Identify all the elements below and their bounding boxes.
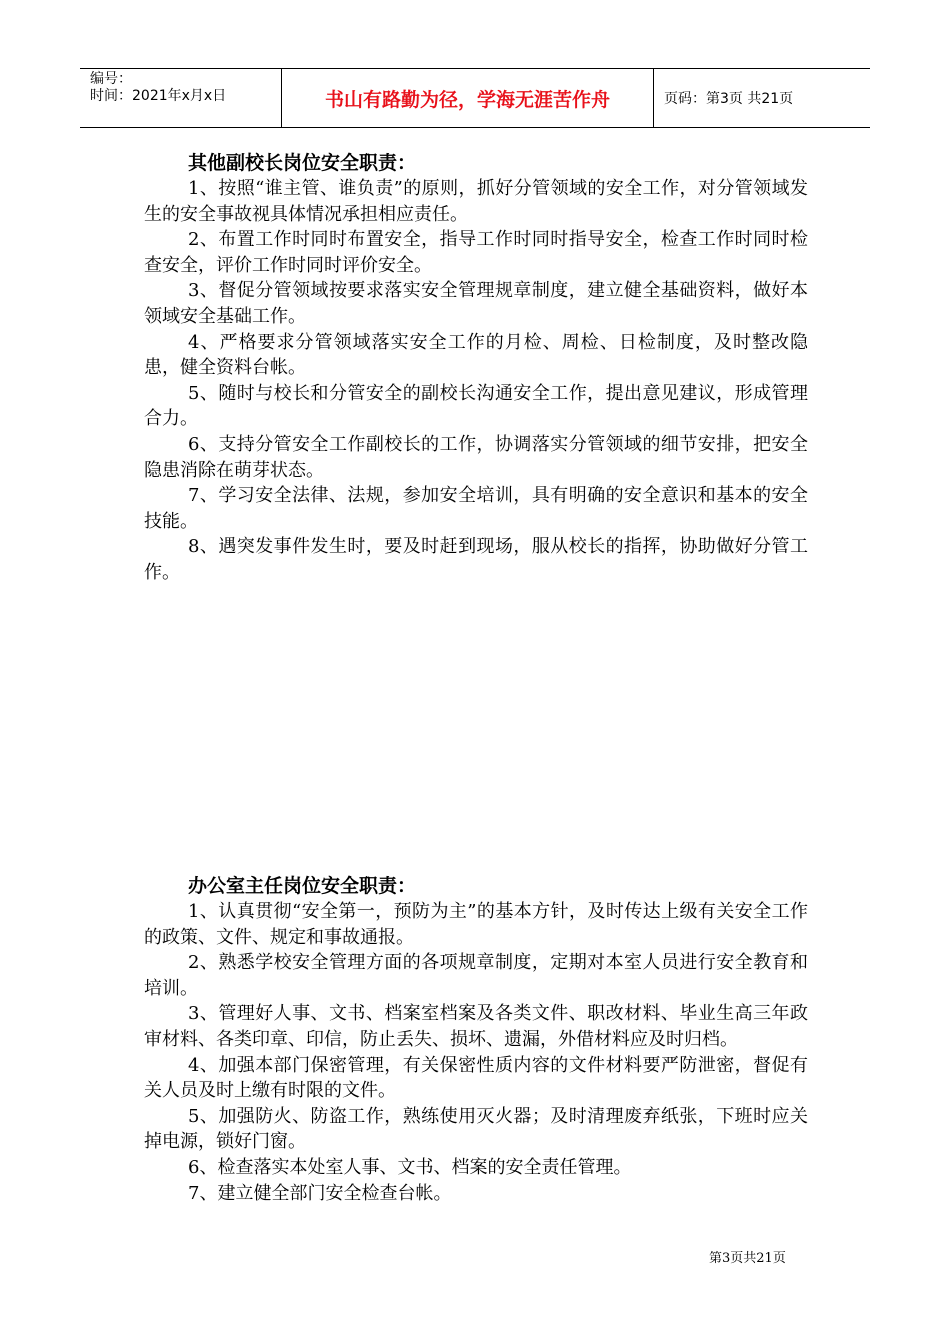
page-header	[80, 68, 870, 128]
header-page-info: 页码：第3页 共21页	[664, 91, 794, 107]
duty-item: 1、认真贯彻“安全第一，预防为主”的基本方针，及时传达上级有关安全工作的政策、文件、规定和事故通报。	[144, 901, 808, 948]
duty-item: 5、加强防火、防盗工作，熟练使用灭火器；及时清理废弃纸张，下班时应关掉电源，锁好门窗。	[144, 1105, 808, 1153]
header-meta	[80, 69, 282, 127]
header-motto: 书山有路勤为径，学海无涯苦作舟	[282, 69, 654, 127]
section-office-director	[144, 873, 808, 1206]
section-vice-principal	[144, 150, 808, 586]
duty-item: 7、学习安全法律、法规，参加安全培训，具有明确的安全意识和基本的安全技能。	[144, 485, 808, 532]
duty-item: 8、遇突发事件发生时，要及时赶到现场，服从校长的指挥，协助做好分管工作。	[144, 536, 808, 583]
page-footer: 第3页共21页	[709, 1251, 786, 1266]
document-number-label: 编号：	[90, 71, 132, 87]
document-time-label: 时间：2021年x月x日	[90, 88, 227, 104]
duty-item: 5、随时与校长和分管安全的副校长沟通安全工作，提出意见建议，形成管理合力。	[144, 382, 808, 430]
duty-item: 3、督促分管领域按要求落实安全管理规章制度，建立健全基础资料，做好本领域安全基础工作。	[144, 280, 808, 327]
duty-item: 2、布置工作时同时布置安全，指导工作时同时指导安全，检查工作时同时检查安全，评价工作时同时评价安全。	[144, 229, 808, 276]
duty-item: 4、加强本部门保密管理，有关保密性质内容的文件材料要严防泄密，督促有关人员及时上缴有时限的文件。	[144, 1054, 808, 1102]
duty-item: 6、支持分管安全工作副校长的工作，协调落实分管领域的细节安排，把安全隐患消除在萌芽状态。	[144, 433, 808, 481]
section-title: 办公室主任岗位安全职责：	[188, 875, 417, 897]
duty-item: 1、按照“谁主管、谁负责”的原则，抓好分管领域的安全工作，对分管领域发生的安全事故视具体情况承担相应责任。	[144, 178, 808, 225]
section-title: 其他副校长岗位安全职责：	[188, 152, 417, 174]
duty-item: 3、管理好人事、文书、档案室档案及各类文件、职改材料、毕业生高三年政审材料、各类印章、印信，防止丢失、损坏、遗漏，外借材料应及时归档。	[144, 1003, 808, 1050]
duty-item: 6、检查落实本处室人事、文书、档案的安全责任管理。	[188, 1156, 632, 1178]
duty-item: 2、熟悉学校安全管理方面的各项规章制度，定期对本室人员进行安全教育和培训。	[144, 952, 808, 999]
duty-item: 4、严格要求分管领域落实安全工作的月检、周检、日检制度，及时整改隐患，健全资料台帐。	[144, 331, 808, 379]
duty-item: 7、建立健全部门安全检查台帐。	[188, 1182, 452, 1204]
